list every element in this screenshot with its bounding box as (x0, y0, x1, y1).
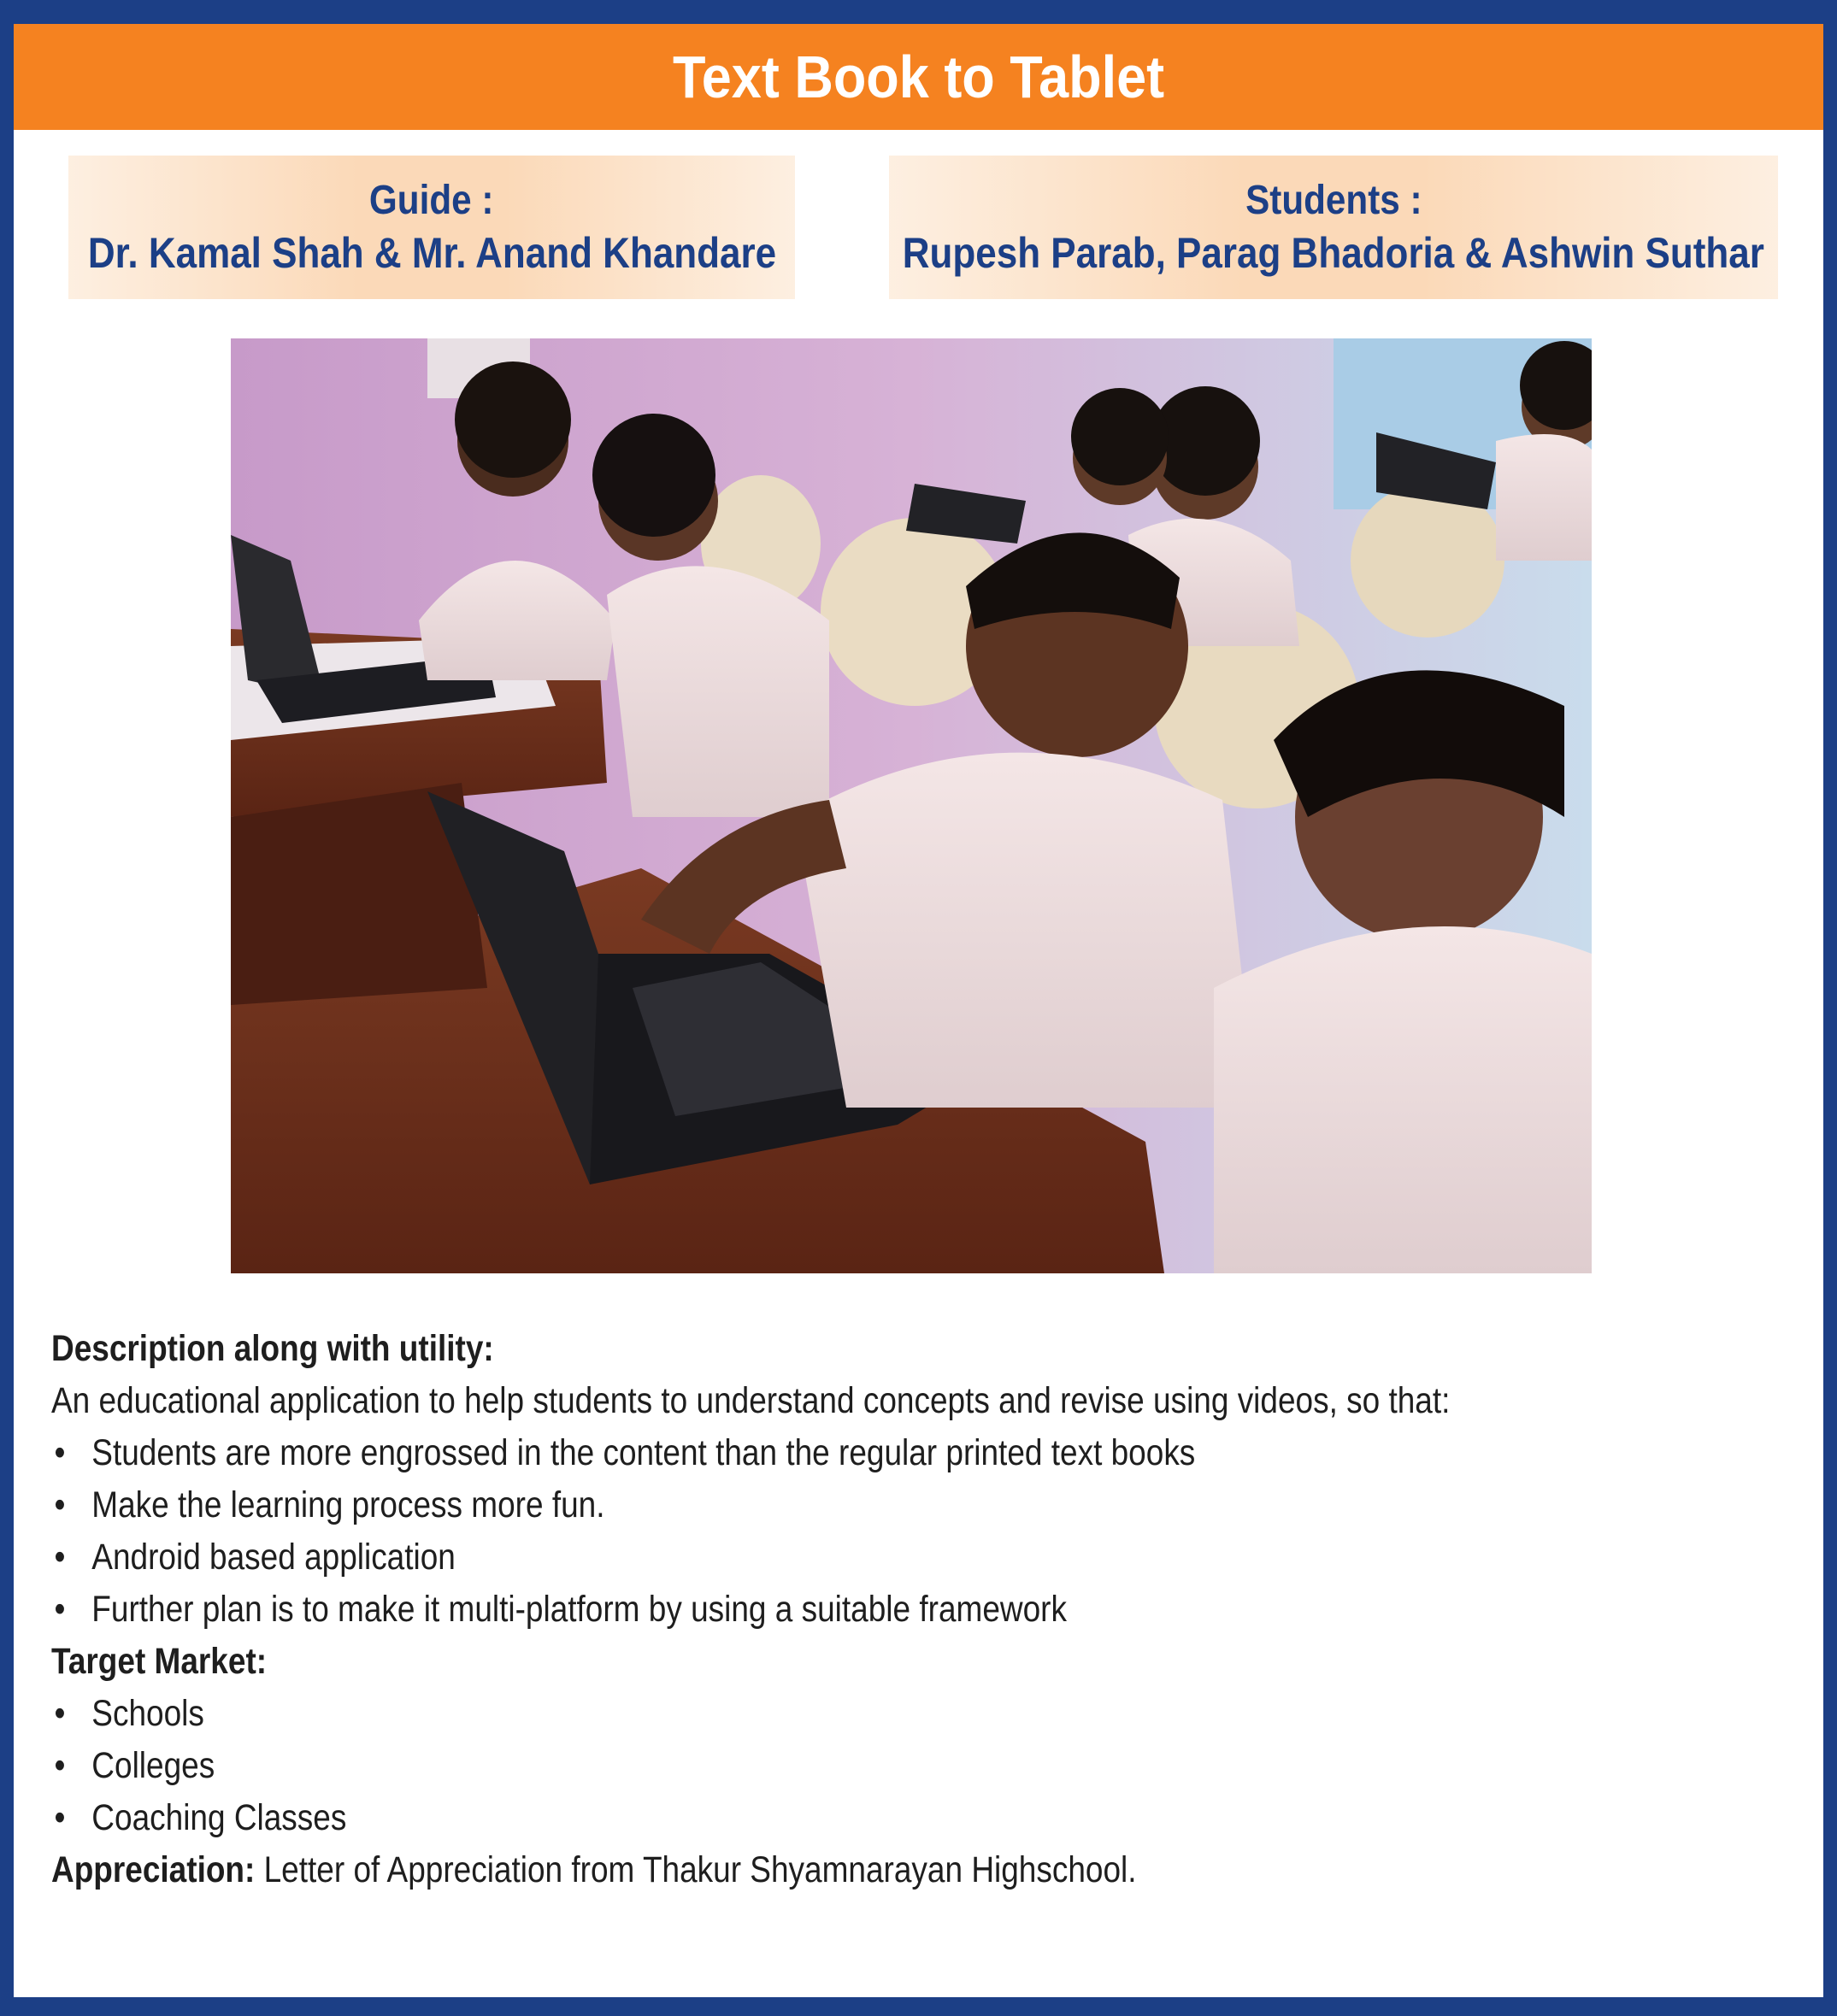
bullet-icon: • (54, 1432, 66, 1473)
bullet-icon: • (54, 1745, 66, 1786)
students-label: Students : (1245, 178, 1422, 223)
classroom-laptops-photo-icon (231, 338, 1592, 1273)
list-item (51, 1479, 1522, 1531)
bullet-icon: • (54, 1693, 66, 1734)
description-heading: Description along with utility: (51, 1328, 494, 1369)
list-item (51, 1740, 1522, 1792)
bullet-icon: • (54, 1589, 66, 1630)
appreciation-text: Letter of Appreciation from Thakur Shyamnarayan Highschool. (255, 1849, 1137, 1890)
bullet-icon: • (54, 1797, 66, 1838)
bullet-icon: • (54, 1537, 66, 1578)
guide-names: Dr. Kamal Shah & Mr. Anand Khandare (87, 229, 776, 277)
students-names: Rupesh Parab, Parag Bhadoria & Ashwin Suthar (902, 229, 1765, 277)
description-section (51, 1323, 1761, 1896)
target-market-bullet: Coaching Classes (91, 1797, 347, 1838)
guide-box (68, 156, 795, 299)
list-item (51, 1792, 1522, 1844)
bullet-icon: • (54, 1484, 66, 1525)
target-market-bullet: Schools (91, 1693, 204, 1734)
list-item (51, 1584, 1522, 1636)
list-item (51, 1531, 1522, 1584)
list-item (51, 1427, 1522, 1479)
appreciation-line (51, 1844, 1522, 1896)
description-intro: An educational application to help students to understand concepts and revise using videos, so that: (51, 1380, 1451, 1421)
description-bullet: Students are more engrossed in the content than the regular printed text books (91, 1432, 1196, 1473)
title-bar (14, 24, 1823, 130)
classroom-photo (231, 338, 1592, 1273)
page-title: Text Book to Tablet (672, 44, 1165, 110)
students-box (889, 156, 1778, 299)
target-market-bullet: Colleges (91, 1745, 215, 1786)
list-item (51, 1688, 1522, 1740)
appreciation-heading: Appreciation: (51, 1849, 256, 1890)
target-market-heading: Target Market: (51, 1641, 268, 1682)
description-bullet: Make the learning process more fun. (91, 1484, 605, 1525)
description-bullet: Android based application (91, 1537, 456, 1578)
guide-label: Guide : (369, 178, 494, 223)
description-bullet: Further plan is to make it multi-platform by using a suitable framework (91, 1589, 1067, 1630)
